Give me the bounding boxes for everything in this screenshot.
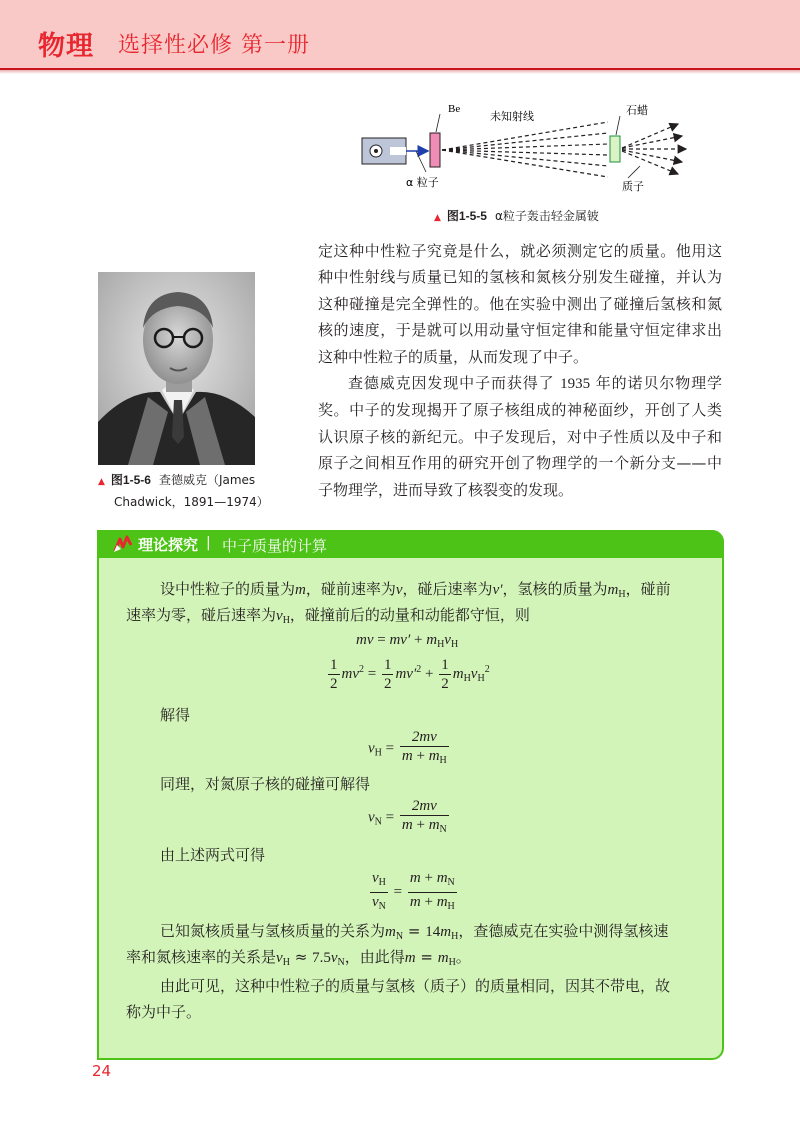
label-proton: 质子 [622,180,644,193]
caption-number: 图1-5-5 [446,209,487,223]
velocity-ratio-equation: $\frac{v_H}{v_N}$ = $\frac{m + m_N}{m + m_H}$ [372,870,455,912]
paragraph-2: 查德威克因发现中子而获得了 1935 年的诺贝尔物理学奖。中子的发现揭开了原子核组成的神秘面纱，开创了人类认识原子核的新纪元。中子发现后，对中子性质以及中子和原子之间相互作用的研究开创了物理学的一个新分支——中子物理学，进而导致了核裂变的发现。 [318,374,722,499]
known-relation-line2: 率和氮核速率的关系是$v_H \approx 7.5v_N$，由此得$m = m_H$。 [126,948,471,968]
nobel-year: 1935 [560,376,591,393]
energy-equation: $\frac{1}{2}$ $mv^2$ = $\frac{1}{2}$ $mv'^2$ + $\frac{1}{2}$ $m_Hv_H^2$ [330,657,490,692]
paraffin-block [610,136,620,162]
inquiry-intro-line1: 设中性粒子的质量为m，碰前速率为v，碰后速率为v′，氢核的质量为$m_H$，碰前 [160,580,671,600]
inquiry-intro-line2: 速率为零，碰后速率为$v_H$，碰撞前后的动量和动能都守恒，则 [126,606,530,626]
caption-line1: 查德威克（James [158,473,256,487]
label-paraffin: 石蜡 [626,104,648,117]
solve-label: 解得 [160,706,191,724]
title-separator: | [206,535,211,551]
header-shadow [0,70,800,74]
caption-figure-1-5-6 [98,470,288,512]
similar-label: 同理，对氮原子核的碰撞可解得 [160,775,371,793]
momentum-equation: mv = $mv' + m_Hv_H$ [356,632,459,650]
caption-line2: Chadwick，1891—1974） [114,495,269,509]
chadwick-portrait-photo [98,272,255,465]
triangle-marker-icon: ▲ [434,213,441,223]
inquiry-title: 理论探究 [138,536,199,554]
pen-spark-icon [112,533,134,555]
caption-number: 图1-5-6 [110,473,151,487]
hydrogen-velocity-equation: $v_H$ = $\frac{2mv}{m + m_H}$ [368,729,447,766]
alpha-source-icon [362,138,406,164]
triangle-marker-icon: ▲ [98,477,105,487]
known-relation-line1: 已知氮核质量与氢核质量的关系为$m_N = 14m_H$，查德威克在实验中测得氢核速 [160,922,669,942]
caption-figure-1-5-5 [434,207,599,224]
book-volume: 选择性必修 第一册 [118,33,310,58]
conclusion-line1: 由此可见，这种中性粒子的质量与氢核（质子）的质量相同，因其不带电，故 [160,977,671,995]
beryllium-plate [430,133,440,167]
alpha-bombardment-diagram [360,100,700,200]
book-subject: 物理 [38,31,94,62]
paragraph-1: 定这种中性粒子究竟是什么，就必须测定它的质量。他用这种中性射线与质量已知的氢核和氮核分别发生碰撞，并认为这种碰撞是完全弹性的。他在实验中测出了碰撞后氢核和氮核的速度，于是就可以用动量守恒定律和能量守恒定律求出这种中性粒子的质量，从而发现了中子。 [318,242,722,366]
conclusion-line2: 称为中子。 [126,1003,202,1021]
label-be: Be [448,103,461,115]
body-text [318,238,722,503]
caption-text: α粒子轰击轻金属铍 [494,209,599,223]
label-unknown-ray: 未知射线 [490,110,534,123]
combine-label: 由上述两式可得 [160,846,266,864]
page-number: 24 [92,1062,112,1080]
nitrogen-velocity-equation: $v_N$ = $\frac{2mv}{m + m_N}$ [368,798,447,835]
label-alpha-particle: α 粒子 [406,176,439,189]
inquiry-subtitle: 中子质量的计算 [222,537,328,555]
